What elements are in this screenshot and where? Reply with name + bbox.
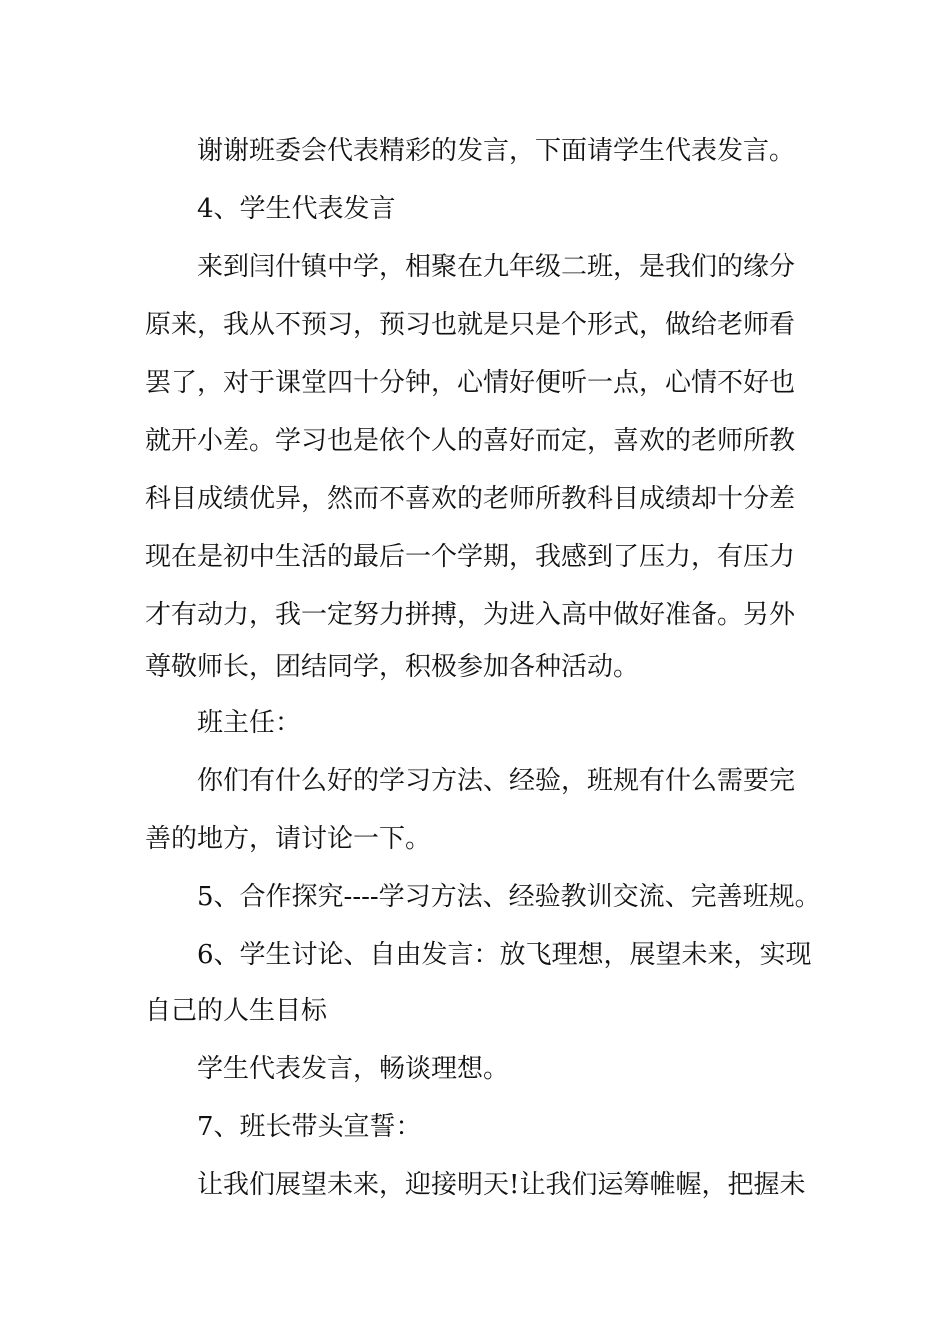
paragraph-line-16: 自己的人生目标	[145, 996, 328, 1026]
paragraph-line-19: 让我们展望未来，迎接明天!让我们运筹帷幄，把握未	[197, 1170, 806, 1200]
section-heading-5: 5、合作探究----学习方法、经验教训交流、完善班规。	[197, 882, 821, 912]
section-heading-4: 4、学生代表发言	[197, 194, 396, 224]
paragraph-line-7: 科目成绩优异，然而不喜欢的老师所教科目成绩却十分差	[145, 484, 796, 514]
paragraph-line-8: 现在是初中生活的最后一个学期，我感到了压力，有压力	[145, 542, 796, 572]
paragraph-line-3: 来到闫什镇中学，相聚在九年级二班，是我们的缘分	[197, 252, 796, 282]
paragraph-line-9: 才有动力，我一定努力拼搏，为进入高中做好准备。另外	[145, 600, 796, 630]
section-heading-7: 7、班长带头宣誓：	[197, 1112, 422, 1142]
paragraph-line-6: 就开小差。学习也是依个人的喜好而定，喜欢的老师所教	[145, 426, 796, 456]
paragraph-line-17: 学生代表发言，畅谈理想。	[197, 1054, 510, 1084]
section-heading-6: 6、学生讨论、自由发言：放飞理想，展望未来，实现	[197, 940, 812, 970]
speaker-label: 班主任：	[197, 708, 302, 738]
paragraph-line-13: 善的地方，请讨论一下。	[145, 824, 432, 854]
paragraph-line-1: 谢谢班委会代表精彩的发言，下面请学生代表发言。	[197, 136, 796, 166]
paragraph-line-4: 原来，我从不预习，预习也就是只是个形式，做给老师看	[145, 310, 796, 340]
paragraph-line-5: 罢了，对于课堂四十分钟，心情好便听一点，心情不好也	[145, 368, 796, 398]
paragraph-line-12: 你们有什么好的学习方法、经验，班规有什么需要完	[197, 766, 796, 796]
paragraph-line-10: 尊敬师长，团结同学，积极参加各种活动。	[145, 652, 640, 682]
